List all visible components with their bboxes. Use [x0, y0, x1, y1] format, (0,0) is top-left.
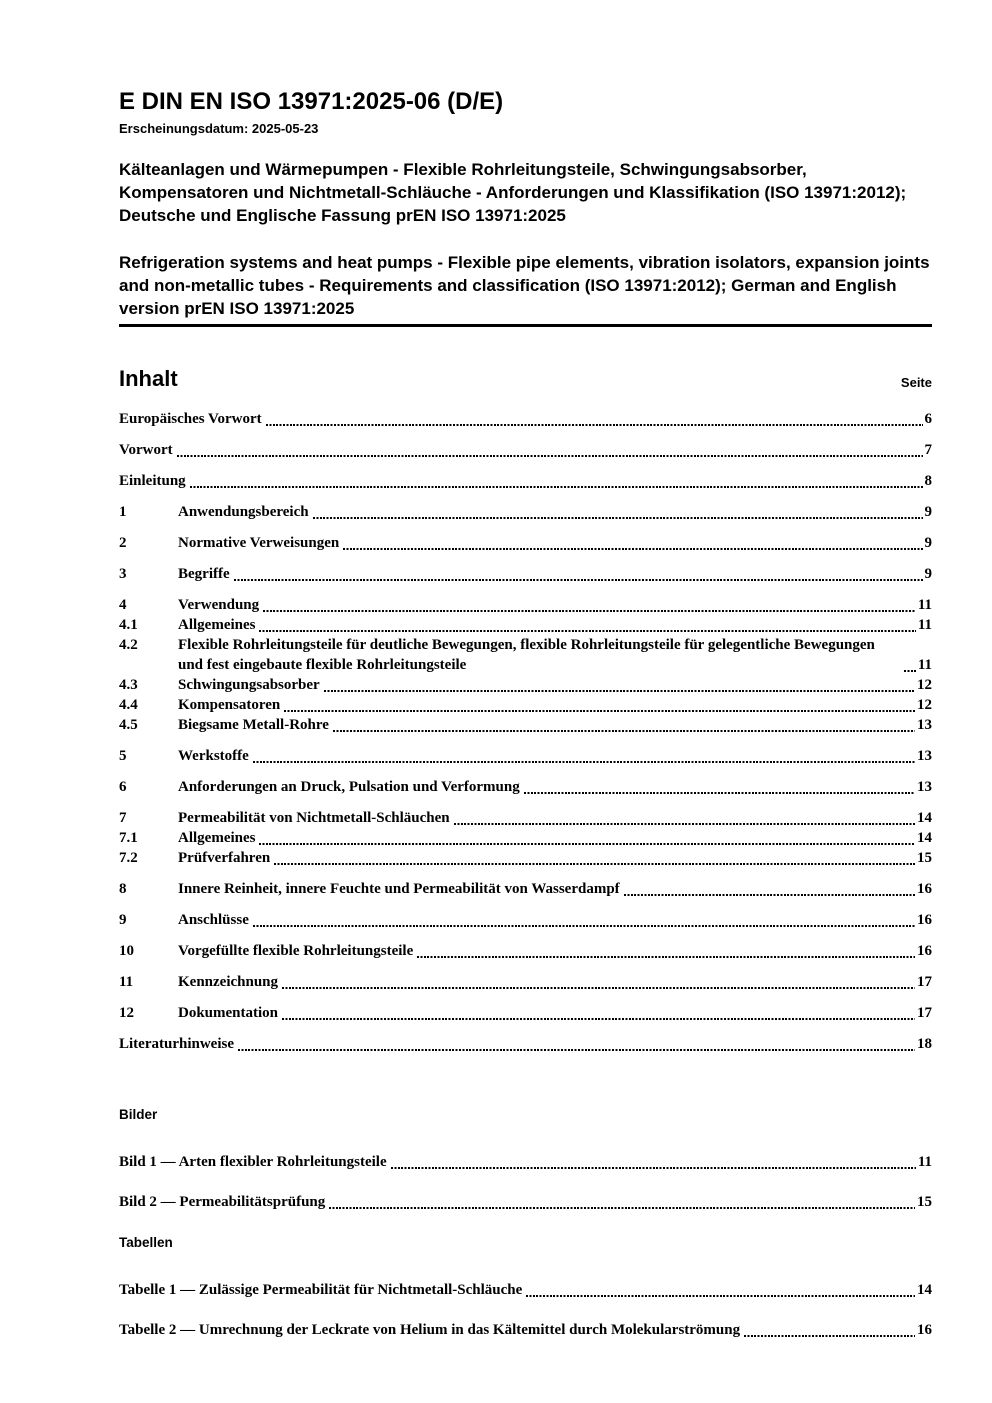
toc-entry-title: Biegsame Metall-Rohre: [178, 717, 329, 733]
toc-entry-number: 11: [119, 974, 134, 990]
header-divider: [119, 324, 932, 327]
toc-entry-title: Literaturhinweise: [119, 1036, 234, 1052]
toc-entry-body: [178, 502, 932, 522]
dot-leader: [282, 1018, 915, 1020]
toc-entry-body: [178, 1003, 932, 1023]
toc-entry-number: 4.5: [119, 717, 138, 733]
figure-entry: [119, 1192, 932, 1212]
toc-entry-number: 7.1: [119, 830, 138, 846]
toc-entry-page: 17: [917, 1005, 932, 1021]
toc-entry: [119, 941, 932, 961]
toc-entry-page: 12: [917, 697, 932, 713]
dot-leader: [333, 730, 915, 732]
dot-leader: [190, 486, 923, 488]
toc-entry-number: 4.1: [119, 617, 138, 633]
toc-entry: [119, 972, 932, 992]
toc-entry: [119, 1003, 932, 1023]
toc-entry-title: Werkstoffe: [178, 748, 249, 764]
toc-entry-body: [178, 675, 932, 695]
toc-entry-page: 7: [924, 442, 932, 458]
toc-entry-body: [178, 564, 932, 584]
dot-leader: [238, 1049, 915, 1051]
dot-leader: [253, 925, 915, 927]
toc-entry-number: 4.4: [119, 697, 138, 713]
dot-leader: [417, 956, 915, 958]
toc-entry-page: 16: [917, 881, 932, 897]
toc-entry-title: Anforderungen an Druck, Pulsation und Verformung: [178, 779, 520, 795]
toc-entry-title: Permeabilität von Nichtmetall-Schläuchen: [178, 810, 450, 826]
toc-entry-page: 14: [917, 810, 932, 826]
toc-entry: [119, 409, 932, 429]
toc-entry: [119, 695, 932, 715]
toc-entry-title: Europäisches Vorwort: [119, 411, 262, 427]
table-entry-list: [119, 1280, 932, 1340]
figures-heading: Bilder: [119, 1107, 158, 1122]
figure-entry-title: Bild 2 — Permeabilitätsprüfung: [119, 1194, 326, 1210]
toc-entry-title: Kennzeichnung: [178, 974, 279, 990]
toc-entry-title: Schwingungsabsorber: [178, 677, 320, 693]
dot-leader: [259, 630, 915, 632]
toc-entry-list: [119, 409, 932, 1054]
dot-leader: [263, 610, 916, 612]
toc-entry: [119, 715, 932, 735]
toc-entry-body: [119, 471, 932, 491]
toc-entry-page: 9: [924, 566, 932, 582]
toc-entry-page: 11: [917, 617, 932, 633]
toc-entry: [119, 828, 932, 848]
toc-entry-body: [119, 1034, 932, 1054]
toc-entry-page: 16: [917, 912, 932, 928]
toc-entry-number: 5: [119, 748, 127, 764]
toc-entry-body: [178, 595, 932, 615]
dot-leader: [324, 690, 915, 692]
dot-leader: [624, 894, 915, 896]
toc-entry-page: 18: [917, 1036, 932, 1052]
toc-entry-number: 3: [119, 566, 127, 582]
toc-entry-title: Vorgefüllte flexible Rohrleitungsteile: [178, 943, 414, 959]
toc-entry-body: [178, 777, 932, 797]
table-of-contents: [119, 366, 932, 1340]
toc-entry-body: [119, 409, 932, 429]
table-entry-body: [119, 1280, 932, 1300]
dot-leader: [177, 455, 923, 457]
title-german: Kälteanlagen und Wärmepumpen - Flexible Rohrleitungsteile, Schwingungsabsorber, Kompensatoren und Nichtmetall-Schläuche - Anforderungen und Klassifikation (ISO 13971:2012); Deutsche und Englische Fassung prEN ISO 13971:2025: [119, 160, 907, 225]
toc-entry-page: 14: [917, 830, 932, 846]
toc-entry-title: Verwendung: [178, 597, 260, 613]
toc-entry-number: 4.3: [119, 677, 138, 693]
dot-leader: [391, 1167, 916, 1169]
dot-leader: [454, 823, 915, 825]
toc-entry-page: 9: [924, 535, 932, 551]
toc-entry-page: 11: [917, 657, 932, 673]
toc-entry-body: [178, 910, 932, 930]
dot-leader: [253, 761, 915, 763]
toc-entry: [119, 1034, 932, 1054]
toc-heading: Inhalt: [119, 366, 178, 391]
dot-leader: [266, 424, 923, 426]
table-entry-title: Tabelle 1 — Zulässige Permeabilität für Nichtmetall-Schläuche: [119, 1282, 523, 1298]
toc-entry-body: [178, 941, 932, 961]
toc-entry: [119, 502, 932, 522]
toc-entry-title: Begriffe: [178, 566, 230, 582]
figure-entry-title: Bild 1 — Arten flexibler Rohrleitungsteile: [119, 1154, 387, 1170]
toc-entry-body: [178, 533, 932, 553]
toc-entry-number: 7: [119, 810, 127, 826]
toc-entry-title: Einleitung: [119, 473, 186, 489]
toc-entry-number: 4.2: [119, 637, 138, 653]
table-entry-page: 16: [917, 1322, 932, 1338]
toc-entry-title: Anwendungsbereich: [178, 504, 309, 520]
figure-entry-page: 11: [917, 1154, 932, 1170]
toc-entry: [119, 808, 932, 828]
toc-entry: [119, 635, 932, 675]
toc-entry-page: 13: [917, 779, 932, 795]
table-entry-body: [119, 1320, 932, 1340]
dot-leader: [526, 1295, 915, 1297]
document-header: [119, 88, 932, 327]
dot-leader: [234, 579, 923, 581]
toc-entry-title: Anschlüsse: [178, 912, 249, 928]
toc-entry-body: [178, 635, 932, 675]
toc-entry-body: [178, 695, 932, 715]
table-entry: [119, 1320, 932, 1340]
toc-entry-title: Dokumentation: [178, 1005, 279, 1021]
toc-entry-page: 13: [917, 748, 932, 764]
figure-entry-list: [119, 1152, 932, 1212]
toc-entry: [119, 777, 932, 797]
toc-entry: [119, 595, 932, 615]
toc-entry-number: 9: [119, 912, 127, 928]
dot-leader: [343, 548, 922, 550]
dot-leader: [329, 1207, 915, 1209]
dot-leader: [274, 863, 915, 865]
toc-header-row: [119, 366, 932, 392]
document-title: E DIN EN ISO 13971:2025-06 (D/E): [119, 88, 504, 115]
toc-entry: [119, 848, 932, 868]
figure-entry: [119, 1152, 932, 1172]
toc-entry-title: Normative Verweisungen: [178, 535, 340, 551]
table-entry-title: Tabelle 2 — Umrechnung der Leckrate von Helium in das Kältemittel durch Molekularströmung: [119, 1322, 741, 1338]
toc-entry: [119, 564, 932, 584]
toc-entry-number: 2: [119, 535, 127, 551]
toc-entry-body: [178, 828, 932, 848]
toc-entry-page: 13: [917, 717, 932, 733]
toc-entry-page: 9: [924, 504, 932, 520]
toc-entry-body: [178, 746, 932, 766]
toc-entry: [119, 533, 932, 553]
toc-entry-number: 7.2: [119, 850, 138, 866]
toc-entry-number: 6: [119, 779, 127, 795]
toc-entry-number: 1: [119, 504, 127, 520]
toc-entry-body: [178, 715, 932, 735]
dot-leader: [744, 1335, 915, 1337]
toc-entry-body: [178, 848, 932, 868]
table-entry-page: 14: [917, 1282, 932, 1298]
page-column-label: Seite: [900, 375, 932, 390]
figure-entry-page: 15: [917, 1194, 932, 1210]
toc-entry-title: Flexible Rohrleitungsteile für deutliche Bewegungen, flexible Rohrleitungsteile für gelegentliche Bewegungen und fest eingebaute flexible Rohrleitungsteile: [178, 637, 875, 673]
toc-entry-title: Allgemeines: [178, 830, 256, 846]
toc-entry-title: Kompensatoren: [178, 697, 281, 713]
toc-entry-title: Innere Reinheit, innere Feuchte und Permeabilität von Wasserdampf: [178, 881, 620, 897]
toc-entry-page: 12: [917, 677, 932, 693]
toc-entry-title: Allgemeines: [178, 617, 256, 633]
toc-entry-title: Vorwort: [119, 442, 173, 458]
toc-entry: [119, 910, 932, 930]
page-content: [119, 88, 932, 1340]
table-entry: [119, 1280, 932, 1300]
toc-entry-page: 16: [917, 943, 932, 959]
toc-entry: [119, 675, 932, 695]
dot-leader: [284, 710, 915, 712]
publication-date: Erscheinungsdatum: 2025-05-23: [119, 121, 319, 136]
toc-entry: [119, 879, 932, 899]
dot-leader: [524, 792, 915, 794]
toc-entry-page: 17: [917, 974, 932, 990]
toc-entry-number: 10: [119, 943, 134, 959]
toc-entry-number: 4: [119, 597, 127, 613]
toc-entry-page: 15: [917, 850, 932, 866]
toc-entry-body: [178, 879, 932, 899]
toc-entry: [119, 615, 932, 635]
toc-entry: [119, 746, 932, 766]
dot-leader: [282, 987, 915, 989]
figure-entry-body: [119, 1152, 932, 1172]
toc-entry-page: 8: [924, 473, 932, 489]
dot-leader: [313, 517, 923, 519]
title-english: Refrigeration systems and heat pumps - Flexible pipe elements, vibration isolators, expansion joints and non-metallic tubes - Requirements and classification (ISO 13971:2012); German and English version prEN ISO 13971:2025: [119, 253, 930, 318]
tables-heading: Tabellen: [119, 1235, 173, 1250]
dot-leader: [904, 670, 916, 672]
toc-entry: [119, 440, 932, 460]
toc-entry-number: 8: [119, 881, 127, 897]
toc-entry-page: 11: [917, 597, 932, 613]
toc-entry-body: [178, 972, 932, 992]
toc-entry-body: [178, 808, 932, 828]
toc-entry-number: 12: [119, 1005, 134, 1021]
dot-leader: [259, 843, 915, 845]
toc-entry-body: [178, 615, 932, 635]
figure-entry-body: [119, 1192, 932, 1212]
toc-entry-body: [119, 440, 932, 460]
toc-entry: [119, 471, 932, 491]
toc-entry-title: Prüfverfahren: [178, 850, 271, 866]
toc-entry-page: 6: [924, 411, 932, 427]
